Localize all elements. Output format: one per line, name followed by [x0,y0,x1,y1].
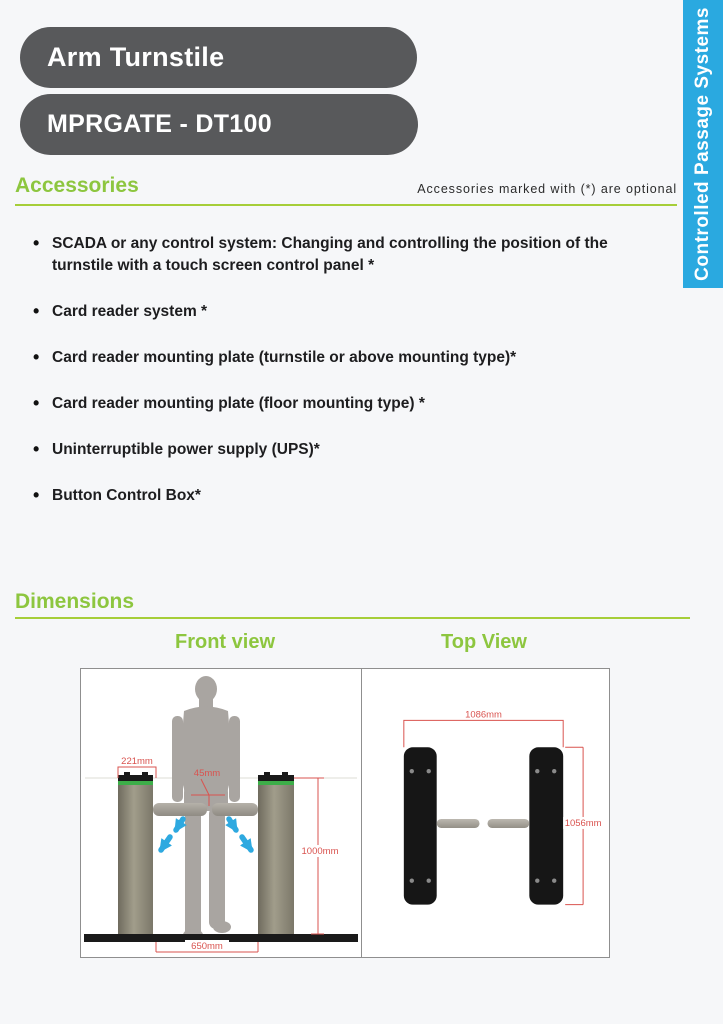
dimensions-heading: Dimensions [15,590,135,613]
dimension-drawings [80,668,610,958]
passage-arrows [161,819,251,850]
dimensions-divider [15,617,690,619]
right-arm-top [487,819,529,828]
list-item: • Card reader mounting plate (floor mounting type) * [33,393,645,415]
list-item: • Uninterruptible power supply (UPS)* [33,439,645,461]
front-view-drawing [81,669,361,957]
top-view-drawing [361,669,609,957]
right-arm [212,803,258,816]
brand-banner-text: Controlled Passage Systems [692,7,713,281]
list-item: • Card reader system * [33,301,645,323]
dim-total-width: 1086mm [465,709,502,721]
right-base-plate [529,747,563,904]
dim-pillar-width: 221mm [121,756,153,767]
left-pillar [118,772,153,935]
accessories-note: Accessories marked with (*) are optional [417,182,677,196]
list-item: • SCADA or any control system: Changing and controlling the position of the turnstile with a touch screen control panel * [33,233,645,277]
left-arm-top [437,819,480,828]
dim-passage-width: 650mm [191,941,223,952]
left-base-plate [404,747,437,904]
right-pillar [258,772,294,935]
dim-depth: 1056mm [564,817,602,829]
front-view-label: Front view [174,631,275,653]
top-view-label: Top View [441,631,527,653]
accessories-divider [15,204,677,206]
dim-arm-gap: 45mm [193,768,221,779]
left-arm [153,803,207,816]
accessories-heading: Accessories [15,174,139,197]
dim-height: 1000mm [301,846,339,857]
product-model-pill [20,94,418,155]
product-model: MPRGATE - DT100 [47,110,272,138]
product-title: Arm Turnstile [47,42,225,72]
list-item: • Button Control Box* [33,485,645,507]
list-item: • Card reader mounting plate (turnstile or above mounting type)* [33,347,645,369]
brand-banner [683,0,723,288]
product-title-pill [20,27,417,88]
accessories-list [33,233,645,531]
